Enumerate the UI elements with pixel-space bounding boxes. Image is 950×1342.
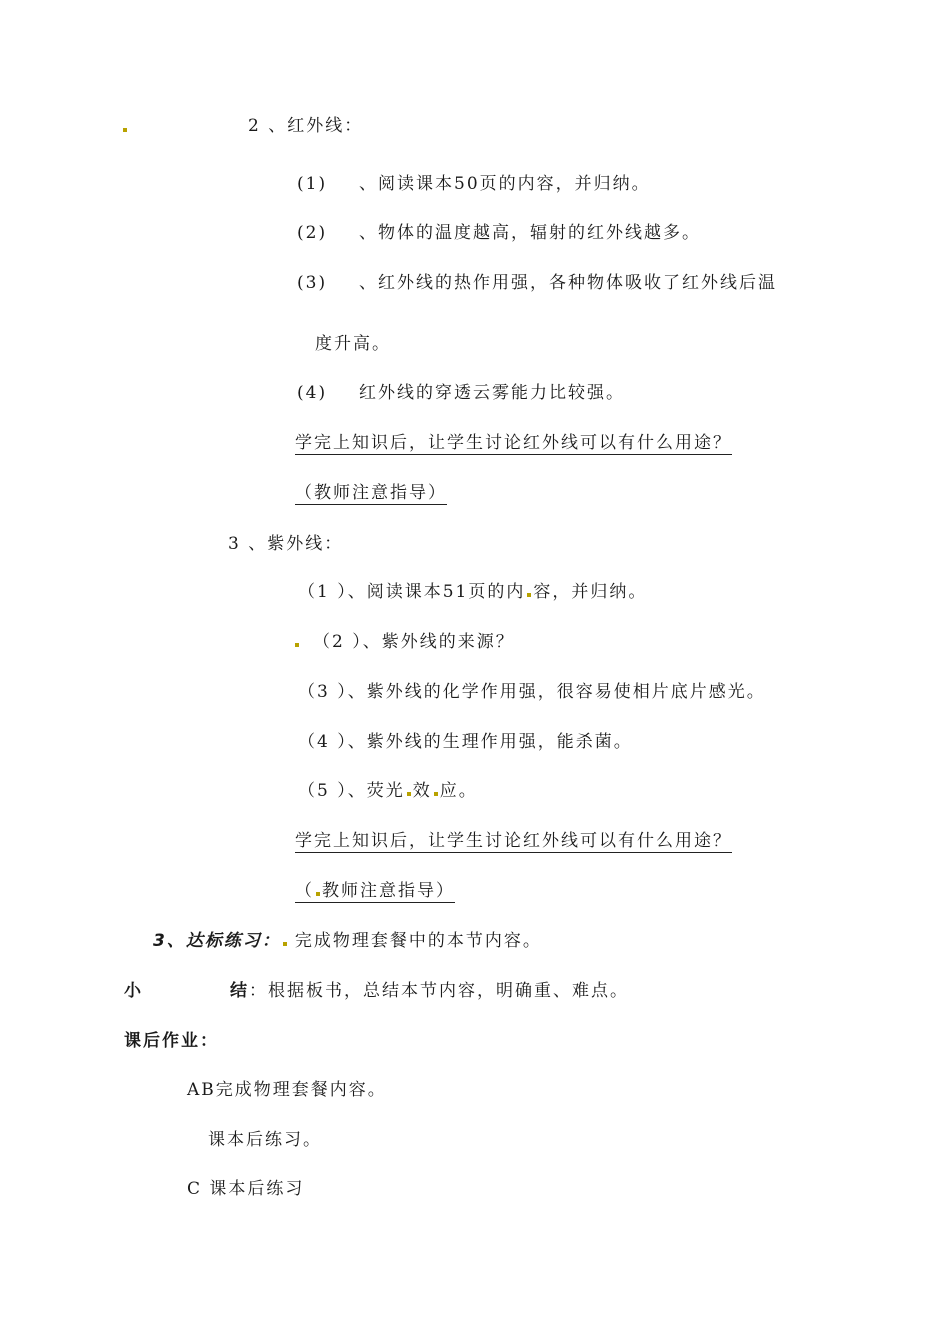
ir-discussion-text: 学完上知识后，让学生讨论红外线可以有什么用途？	[295, 433, 732, 453]
marker-dot	[295, 643, 299, 647]
ir-heading: 2 、红外线：	[248, 116, 364, 136]
summary-label-b: 结	[230, 981, 249, 1001]
ir-item-2	[297, 221, 701, 245]
uv-item-1-text-a: （1 ）、阅读课本51页的内	[298, 582, 526, 602]
homework-line-1: AB完成物理套餐内容。	[187, 1080, 387, 1100]
homework-line-2: 课本后练习。	[208, 1130, 322, 1150]
summary-line	[124, 979, 629, 1003]
marker-dot	[316, 892, 320, 896]
uv-guide	[295, 879, 455, 903]
homework-line-3: C 课本后练习	[187, 1179, 305, 1199]
uv-item-2-text: （2 ）、紫外线的来源？	[313, 632, 515, 652]
ir-item-2-num: (2)	[297, 223, 328, 243]
ir-item-3-num: (3)	[297, 273, 328, 293]
ir-item-1	[297, 172, 651, 196]
uv-item-5-text-b: 效	[412, 781, 432, 801]
practice-line	[153, 929, 542, 953]
summary-label-a: 小	[124, 981, 143, 1001]
practice-text: 完成物理套餐中的本节内容。	[294, 931, 542, 951]
ir-guide	[295, 481, 447, 505]
uv-guide-text-b: 教师注意指导）	[322, 881, 455, 901]
ir-item-4-num: (4)	[297, 383, 328, 403]
uv-item-4: （4 ）、紫外线的生理作用强，能杀菌。	[298, 732, 633, 752]
uv-item-3: （3 ）、紫外线的化学作用强，很容易使相片底片感光。	[298, 682, 766, 702]
marker-dot	[434, 792, 438, 796]
ir-guide-text: （教师注意指导）	[295, 483, 447, 503]
ir-item-4	[297, 381, 625, 405]
ir-item-4-text: 红外线的穿透云雾能力比较强。	[359, 383, 625, 403]
marker-dot	[407, 792, 411, 796]
marker-dot	[123, 128, 127, 132]
uv-guide-text-a: （	[295, 881, 314, 901]
uv-heading: 3 、紫外线：	[228, 534, 344, 554]
uv-item-1-text-b: 容，并归纳。	[533, 582, 648, 602]
ir-item-3-text: 、红外线的热作用强，各种物体吸收了红外线后温	[359, 273, 777, 293]
marker-dot	[527, 593, 531, 597]
uv-item-2	[293, 630, 515, 654]
uv-guide-underlined	[295, 881, 455, 903]
ir-item-1-num: (1)	[297, 174, 328, 194]
ir-item-3	[297, 271, 777, 295]
ir-item-1-text: 、阅读课本50页的内容，并归纳。	[359, 174, 651, 194]
uv-item-5	[298, 779, 478, 803]
summary-text: ：根据板书，总结本节内容，明确重、难点。	[249, 981, 629, 1001]
homework-label: 课后作业：	[124, 1031, 219, 1051]
ir-discussion	[295, 431, 732, 455]
ir-item-3-continued: 度升高。	[315, 334, 391, 354]
uv-item-5-text-a: （5 ）、荧光	[298, 781, 405, 801]
ir-item-2-text: 、物体的温度越高，辐射的红外线越多。	[359, 223, 701, 243]
marker-dot	[283, 942, 287, 946]
uv-item-5-text-c: 应。	[439, 781, 478, 801]
practice-label: 3、达标练习：	[153, 931, 281, 951]
uv-discussion	[295, 829, 732, 853]
uv-item-1	[298, 580, 647, 604]
uv-discussion-text: 学完上知识后，让学生讨论红外线可以有什么用途？	[295, 831, 732, 851]
